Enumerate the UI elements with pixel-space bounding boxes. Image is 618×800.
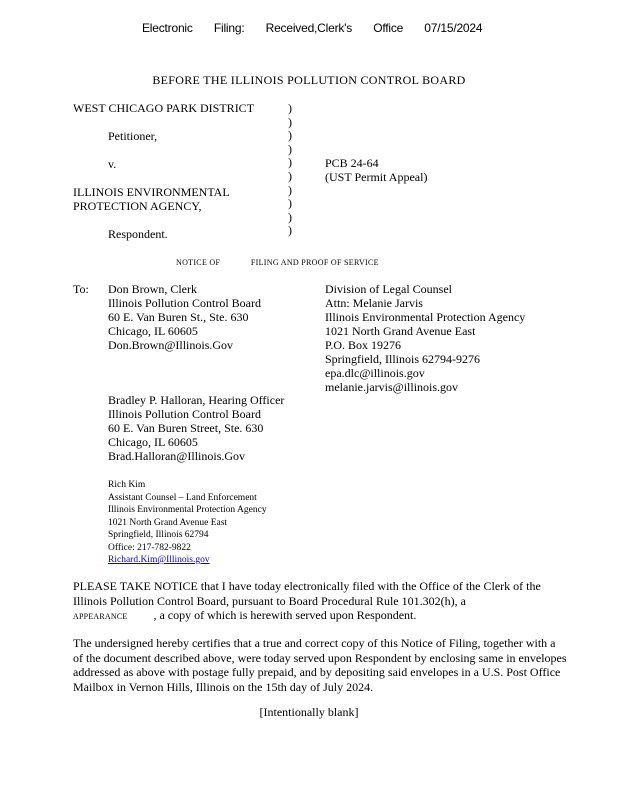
counsel-signature-block — [108, 478, 267, 566]
bracket: ) — [288, 141, 292, 156]
certify-line-4: Mailbox in Vernon Hills, Illinois on the 15th day of July 2024. — [73, 679, 374, 694]
hearing-officer-city: Chicago, IL 60605 — [108, 435, 198, 449]
clerk-org: Illinois Pollution Control Board — [108, 296, 262, 310]
bracket: ) — [288, 101, 292, 115]
counsel-email-link[interactable]: Richard.Kim@Illinois.gov — [108, 555, 210, 565]
notice-heading — [176, 256, 379, 270]
recipient-hearing-officer — [108, 393, 284, 463]
legal-po-box: P.O. Box 19276 — [325, 338, 402, 352]
certification-paragraph — [73, 636, 618, 694]
counsel-title: Assistant Counsel – Land Enforcement — [108, 492, 257, 503]
counsel-agency: Illinois Environmental Protection Agency — [108, 505, 267, 515]
bracket: ) — [288, 209, 292, 224]
counsel-street: 1021 North Grand Avenue East — [108, 517, 228, 528]
legal-email-2: melanie.jarvis@illinois.gov — [325, 380, 459, 394]
clerk-email: Don.Brown@Illinois.Gov — [108, 338, 234, 352]
case-type: (UST Permit Appeal) — [325, 170, 428, 184]
appearance-label: APPEARANCE — [73, 612, 128, 621]
stamp-filing: Filing: — [213, 21, 245, 35]
case-number: PCB 24-64 — [325, 156, 379, 170]
filing-stamp — [142, 21, 482, 35]
hearing-officer-email: Brad.Halloran@Illinois.Gov — [108, 449, 246, 463]
bracket: ) — [288, 196, 292, 211]
recipient-legal-counsel — [325, 282, 525, 394]
legal-division: Division of Legal Counsel — [325, 282, 452, 296]
notice-paragraph — [73, 579, 618, 623]
party-petitioner-name: WEST CHICAGO PARK DISTRICT — [73, 101, 255, 115]
notice-line-1: PLEASE TAKE NOTICE that I have today electronically filed with the Office of the Clerk of the — [73, 579, 541, 593]
counsel-name: Rich Kim — [108, 480, 146, 490]
document-title: BEFORE THE ILLINOIS POLLUTION CONTROL BOARD — [152, 73, 466, 87]
legal-email-1: epa.dlc@illinois.gov — [325, 366, 425, 380]
recipient-clerk — [108, 282, 261, 352]
bracket: ) — [288, 168, 292, 183]
hearing-officer-name: Bradley P. Halloran, Hearing Officer — [108, 393, 285, 407]
respondent-label: Respondent. — [108, 227, 168, 241]
clerk-street: 60 E. Van Buren St., Ste. 630 — [108, 310, 249, 324]
counsel-city: Springfield, Illinois 62794 — [108, 530, 209, 540]
certify-line-3: addressed as above with postage fully prepaid, and by depositing said envelopes in a U.S. Post Office — [73, 665, 561, 679]
notice-heading-part2: FILING AND PROOF OF SERVICE — [250, 258, 379, 267]
certify-line-2: of the document described above, were today served upon Respondent by enclosing same in envelopes — [73, 650, 567, 665]
bracket: ) — [288, 114, 292, 129]
stamp-office: Office — [373, 21, 404, 35]
petitioner-label: Petitioner, — [108, 129, 158, 143]
legal-street: 1021 North Grand Avenue East — [325, 324, 476, 338]
notice-line-3 — [73, 608, 618, 623]
bracket: ) — [288, 155, 292, 170]
intentionally-blank-note: [Intentionally blank] — [259, 705, 359, 719]
clerk-city: Chicago, IL 60605 — [108, 324, 198, 338]
case-number-block — [325, 156, 427, 184]
bracket: ) — [288, 182, 292, 197]
legal-city: Springfield, Illinois 62794-9276 — [325, 352, 480, 366]
party-respondent-name-line2: PROTECTION AGENCY, — [73, 199, 202, 213]
versus-label: v. — [108, 157, 117, 171]
party-respondent-name-line1: ILLINOIS ENVIRONMENTAL — [73, 185, 230, 199]
hearing-officer-org: Illinois Pollution Control Board — [108, 407, 262, 421]
counsel-phone: Office: 217-782-9822 — [108, 542, 191, 553]
bracket: ) — [288, 128, 292, 143]
notice-line-3-rest: , a copy of which is herewith served upon Respondent. — [153, 608, 417, 622]
certify-line-1: The undersigned hereby certifies that a true and correct copy of this Notice of Filing, together with a — [73, 636, 556, 650]
to-label: To: — [73, 282, 89, 296]
hearing-officer-street: 60 E. Van Buren Street, Ste. 630 — [108, 421, 264, 435]
bracket: ) — [288, 223, 292, 238]
case-caption — [73, 101, 254, 241]
notice-line-2: Illinois Pollution Control Board, pursuant to Board Procedural Rule 101.302(h), a — [73, 593, 466, 608]
notice-heading-part1: NOTICE OF — [176, 258, 221, 267]
stamp-received: Received,Clerk's — [265, 21, 353, 35]
legal-agency: Illinois Environmental Protection Agency — [325, 310, 526, 324]
caption-brackets — [288, 101, 298, 237]
stamp-date: 07/15/2024 — [424, 21, 483, 35]
stamp-electronic: Electronic — [142, 21, 193, 35]
legal-attn: Attn: Melanie Jarvis — [325, 296, 423, 310]
clerk-name: Don Brown, Clerk — [108, 282, 197, 296]
